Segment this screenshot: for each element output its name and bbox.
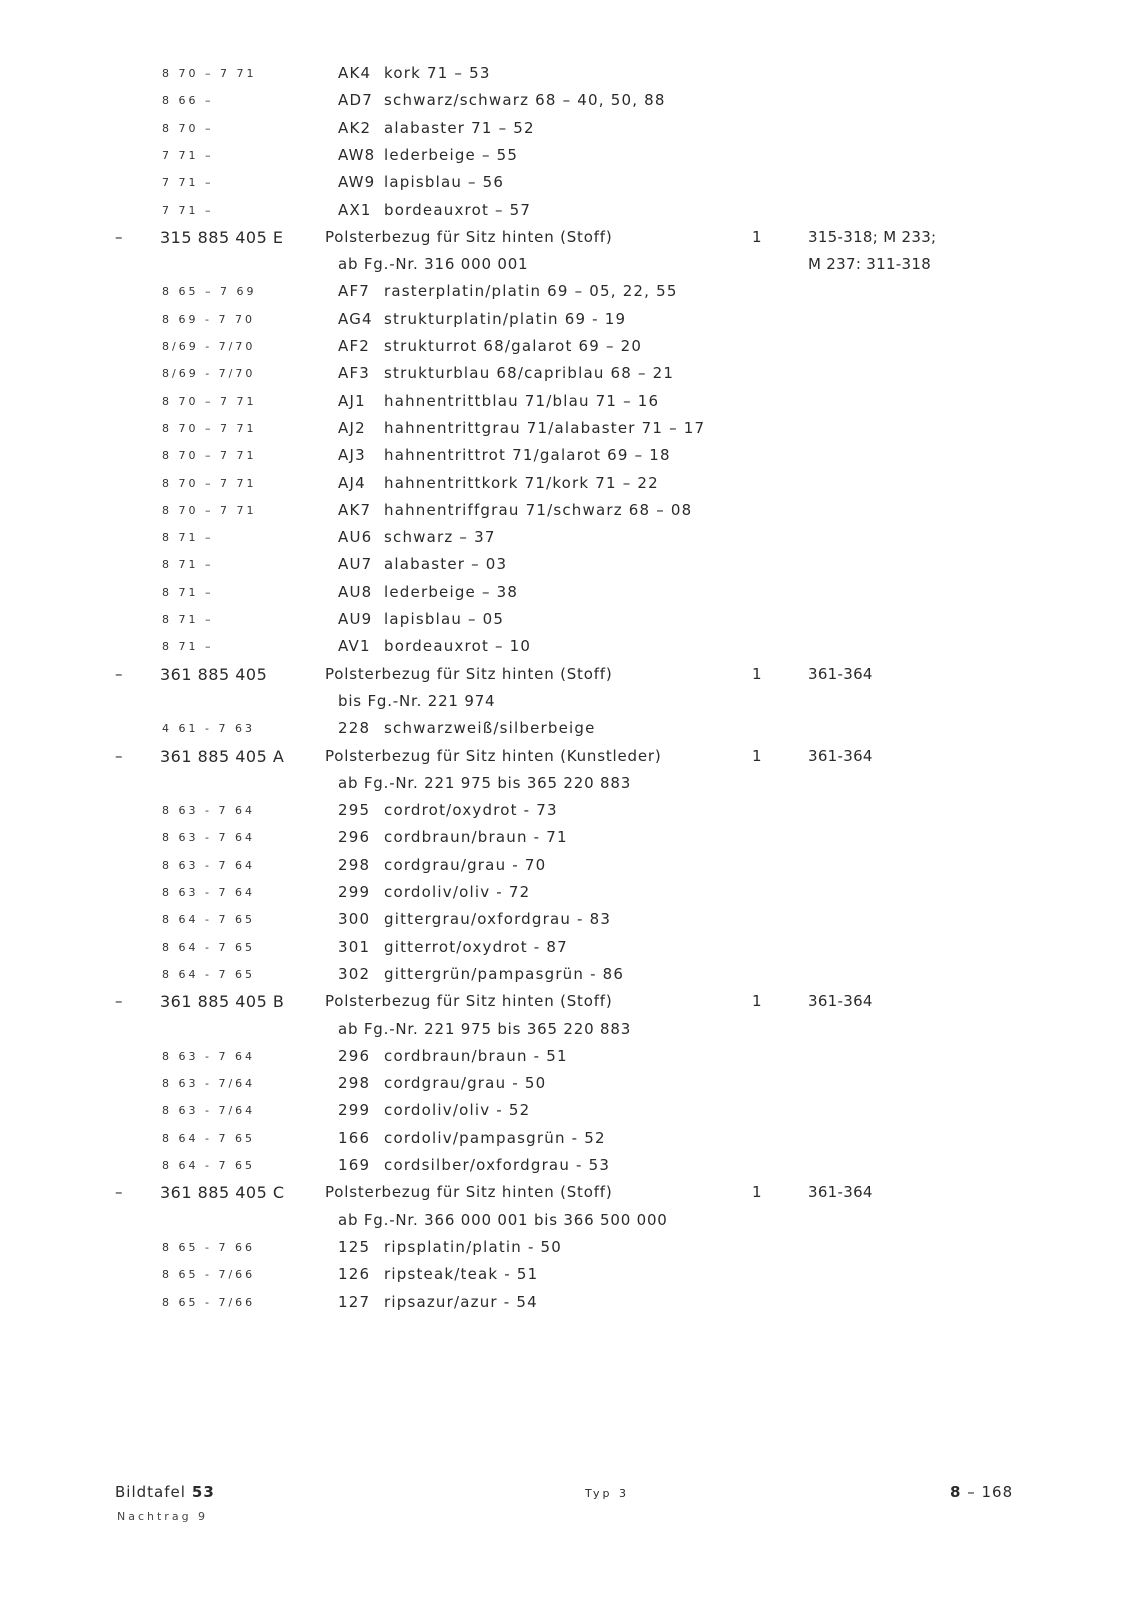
color-description: strukturrot 68/galarot 69 – 20 [384,337,643,355]
color-variant-row [0,938,1136,965]
date-range: 8 63 - 7 64 [162,1049,255,1063]
color-code: 166 [338,1128,371,1147]
date-range: 8 63 - 7 64 [162,886,255,899]
color-entry [338,474,659,492]
color-description: bordeauxrot – 10 [384,637,532,656]
part-number: 361 885 405 A [160,746,285,766]
part-note-row [0,692,1136,719]
color-entry [338,719,596,737]
reference-number: M 237: 311-318 [808,255,932,274]
chassis-range: ab Fg.-Nr. 221 975 bis 365 220 883 [338,773,632,792]
supplement-label: Nachtrag 9 [117,1510,209,1523]
quantity: 1 [752,227,762,246]
part-description: Polsterbezug für Sitz hinten (Stoff) [325,664,613,683]
color-entry [338,583,518,601]
color-description: hahnentrittgrau 71/alabaster 71 – 17 [384,418,706,437]
color-description: cordoliv/oliv - 72 [384,883,531,901]
color-entry [338,64,491,82]
color-description: ripsteak/teak - 51 [384,1265,539,1284]
color-description: schwarz – 37 [384,528,496,547]
color-entry [338,282,678,300]
color-variant-row [0,419,1136,446]
color-description: cordoliv/pampasgrün - 52 [384,1128,606,1147]
date-range: 7 71 – [162,176,214,190]
date-range: 8 70 – 7 71 [162,476,257,490]
color-variant-row [0,719,1136,746]
color-entry [338,446,671,464]
color-description: alabaster 71 – 52 [384,118,535,137]
color-entry [338,856,546,874]
row-dash: – [115,227,123,246]
color-variant-row [0,528,1136,555]
date-range: 8/69 - 7/70 [162,367,256,381]
date-range: 8 66 – [162,94,214,108]
date-range: 8 65 – 7 69 [162,285,257,299]
color-description: cordgrau/grau - 50 [384,1074,547,1093]
date-range: 8 70 – [162,121,214,135]
color-code: 169 [338,1156,371,1174]
part-note-row [0,1020,1136,1047]
color-variant-row [0,856,1136,883]
color-entry [338,91,666,109]
color-code: AW8 [338,145,376,164]
color-variant-row [0,337,1136,364]
color-code: 301 [338,937,371,956]
color-code: 228 [338,719,371,738]
date-range: 4 61 - 7 63 [162,722,255,736]
color-code: AJ1 [338,391,366,410]
color-description: gitterrot/oxydrot - 87 [384,937,568,956]
plate-label: Bildtafel 53 [115,1483,215,1501]
color-variant-row [0,392,1136,419]
reference-number: 315-318; M 233; [808,227,937,246]
color-description: strukturblau 68/capriblau 68 – 21 [384,364,675,383]
part-number: 315 885 405 E [160,227,284,247]
color-variant-row [0,501,1136,528]
date-range: 8 70 – 7 71 [162,449,257,463]
part-note-row [0,255,1136,282]
date-range: 8 63 - 7 64 [162,858,255,872]
color-code: AJ4 [338,473,366,492]
color-code: AU8 [338,582,373,601]
color-code: 302 [338,964,371,983]
date-range: 8 70 – 7 71 [162,394,257,408]
color-variant-row [0,474,1136,501]
color-code: AX1 [338,200,372,219]
color-code: 300 [338,910,371,929]
part-note-row [0,774,1136,801]
reference-number: 361-364 [808,746,873,765]
color-description: hahnentriffgrau 71/schwarz 68 – 08 [384,500,693,519]
color-code: 298 [338,855,371,874]
color-code: 127 [338,1292,371,1311]
color-description: cordbraun/braun - 71 [384,828,568,847]
color-description: cordoliv/oliv - 52 [384,1101,531,1120]
color-code: AJ2 [338,418,366,437]
quantity: 1 [752,664,762,683]
chassis-range: bis Fg.-Nr. 221 974 [338,691,496,710]
color-code: AK4 [338,64,372,82]
color-description: lederbeige – 38 [384,582,519,601]
color-entry [338,392,659,410]
color-entry [338,1156,610,1174]
date-range: 7 71 – [162,203,214,217]
color-code: AU6 [338,528,373,547]
reference-number: 361-364 [808,664,873,683]
type-label: Typ 3 [585,1487,629,1500]
color-variant-row [0,1101,1136,1128]
color-description: hahnentrittblau 71/blau 71 – 16 [384,391,660,410]
color-code: AJ3 [338,446,366,465]
date-range: 8 64 - 7 65 [162,967,255,981]
date-range: 8 65 - 7 66 [162,1240,255,1254]
color-code: 298 [338,1074,371,1093]
color-entry [338,610,504,628]
page-number: 8 – 168 [950,1483,1014,1501]
color-description: cordsilber/oxfordgrau - 53 [384,1156,611,1174]
quantity: 1 [752,992,762,1011]
color-entry [338,1238,562,1256]
color-variant-row [0,910,1136,937]
color-description: cordgrau/grau - 70 [384,855,547,874]
date-range: 8 69 - 7 70 [162,312,255,326]
color-description: hahnentrittkork 71/kork 71 – 22 [384,473,659,492]
date-range: 8 70 – 7 71 [162,421,257,435]
color-code: AW9 [338,173,376,192]
color-variant-row [0,1129,1136,1156]
part-note-row [0,1211,1136,1238]
color-variant-row [0,1265,1136,1292]
date-range: 7 71 – [162,148,214,162]
part-description: Polsterbezug für Sitz hinten (Kunstleder) [325,746,662,765]
date-range: 8 63 - 7 64 [162,804,255,818]
color-description: lederbeige – 55 [384,145,519,164]
color-description: lapisblau – 05 [384,610,505,628]
date-range: 8 71 – [162,613,214,626]
part-description: Polsterbezug für Sitz hinten (Stoff) [325,992,613,1011]
color-entry [338,337,642,355]
color-description: gittergrün/pampasgrün - 86 [384,964,625,983]
reference-number: 361-364 [808,1183,873,1202]
date-range: 8 71 – [162,640,214,654]
color-code: AF7 [338,282,371,301]
color-description: kork 71 – 53 [384,64,491,82]
row-dash: – [115,664,123,683]
color-code: AK2 [338,118,372,137]
plate-number: 53 [191,1483,215,1501]
date-range: 8 64 - 7 65 [162,913,255,927]
color-entry [338,419,705,437]
color-variant-row [0,446,1136,473]
color-description: schwarz/schwarz 68 – 40, 50, 88 [384,91,666,110]
date-range: 8 65 - 7/66 [162,1295,256,1309]
color-entry [338,938,568,956]
color-variant-row [0,637,1136,664]
color-code: AD7 [338,91,373,110]
color-variant-row [0,364,1136,391]
date-range: 8 70 – 7 71 [162,67,257,80]
color-entry [338,173,504,191]
color-code: AV1 [338,637,371,656]
row-dash: – [115,1183,123,1202]
color-variant-row [0,965,1136,992]
color-entry [338,801,558,819]
color-description: gittergrau/oxfordgrau - 83 [384,910,612,929]
color-description: bordeauxrot – 57 [384,200,532,219]
chassis-range: ab Fg.-Nr. 221 975 bis 365 220 883 [338,1019,632,1038]
color-entry [338,910,611,928]
color-description: rasterplatin/platin 69 – 05, 22, 55 [384,282,678,301]
color-entry [338,528,496,546]
color-variant-row [0,146,1136,173]
color-entry [338,965,624,983]
color-variant-row [0,801,1136,828]
date-range: 8/69 - 7/70 [162,340,256,353]
color-entry [338,310,626,328]
color-variant-row [0,555,1136,582]
part-number: 361 885 405 [160,664,268,684]
color-entry [338,146,518,164]
part-number: 361 885 405 B [160,992,285,1012]
color-entry [338,1293,538,1311]
color-entry [338,501,692,519]
color-code: AU9 [338,610,373,628]
color-entry [338,883,530,901]
color-variant-row [0,610,1136,637]
color-code: AK7 [338,500,372,519]
color-code: AF2 [338,337,371,355]
color-code: 299 [338,1101,371,1120]
color-entry [338,828,568,846]
color-variant-row [0,1293,1136,1320]
date-range: 8 63 - 7/64 [162,1077,256,1091]
color-description: cordrot/oxydrot - 73 [384,801,558,820]
color-description: strukturplatin/platin 69 - 19 [384,309,627,328]
date-range: 8 64 - 7 65 [162,940,255,954]
date-range: 8 63 - 7/64 [162,1104,256,1118]
part-row [0,992,1136,1019]
color-variant-row [0,1238,1136,1265]
quantity: 1 [752,746,762,765]
chassis-range: ab Fg.-Nr. 366 000 001 bis 366 500 000 [338,1210,668,1229]
part-row [0,747,1136,774]
color-code: 295 [338,801,371,820]
color-entry [338,1265,538,1283]
color-description: ripsazur/azur - 54 [384,1292,538,1311]
part-row [0,228,1136,255]
color-variant-row [0,173,1136,200]
color-code: AU7 [338,555,373,574]
color-description: schwarzweiß/silberbeige [384,719,596,738]
part-description: Polsterbezug für Sitz hinten (Stoff) [325,1183,613,1202]
color-variant-row [0,883,1136,910]
color-entry [338,201,531,219]
row-dash: – [115,746,123,765]
color-description: cordbraun/braun - 51 [384,1046,568,1065]
color-entry [338,364,674,382]
color-entry [338,637,531,655]
color-variant-row [0,1156,1136,1183]
color-variant-row [0,828,1136,855]
color-code: AG4 [338,309,373,328]
part-row [0,665,1136,692]
color-code: AF3 [338,364,371,383]
color-entry [338,1101,530,1119]
color-entry [338,119,535,137]
chassis-range: ab Fg.-Nr. 316 000 001 [338,255,529,274]
color-variant-row [0,91,1136,118]
color-variant-row [0,64,1136,91]
row-dash: – [115,992,123,1011]
reference-number: 361-364 [808,992,873,1011]
date-range: 8 71 – [162,558,214,572]
color-variant-row [0,1074,1136,1101]
date-range: 8 70 – 7 71 [162,503,257,517]
date-range: 8 64 - 7 65 [162,1131,255,1145]
color-entry [338,1129,606,1147]
part-description: Polsterbezug für Sitz hinten (Stoff) [325,227,613,246]
color-variant-row [0,282,1136,309]
color-description: alabaster – 03 [384,555,508,574]
color-variant-row [0,119,1136,146]
quantity: 1 [752,1183,762,1202]
color-description: ripsplatin/platin - 50 [384,1237,563,1256]
color-variant-row [0,310,1136,337]
date-range: 8 64 - 7 65 [162,1159,255,1172]
color-variant-row [0,201,1136,228]
date-range: 8 71 – [162,531,214,545]
color-entry [338,555,507,573]
color-entry [338,1047,568,1065]
color-code: 296 [338,828,371,847]
date-range: 8 63 - 7 64 [162,831,255,845]
part-row [0,1183,1136,1210]
color-description: hahnentrittrot 71/galarot 69 – 18 [384,446,671,465]
date-range: 8 65 - 7/66 [162,1268,256,1282]
color-description: lapisblau – 56 [384,173,505,192]
color-code: 125 [338,1237,371,1256]
color-variant-row [0,1047,1136,1074]
color-code: 299 [338,883,371,901]
date-range: 8 71 – [162,585,214,599]
part-number: 361 885 405 C [160,1183,285,1203]
color-code: 296 [338,1046,371,1065]
color-entry [338,1074,546,1092]
color-code: 126 [338,1265,371,1284]
color-variant-row [0,583,1136,610]
